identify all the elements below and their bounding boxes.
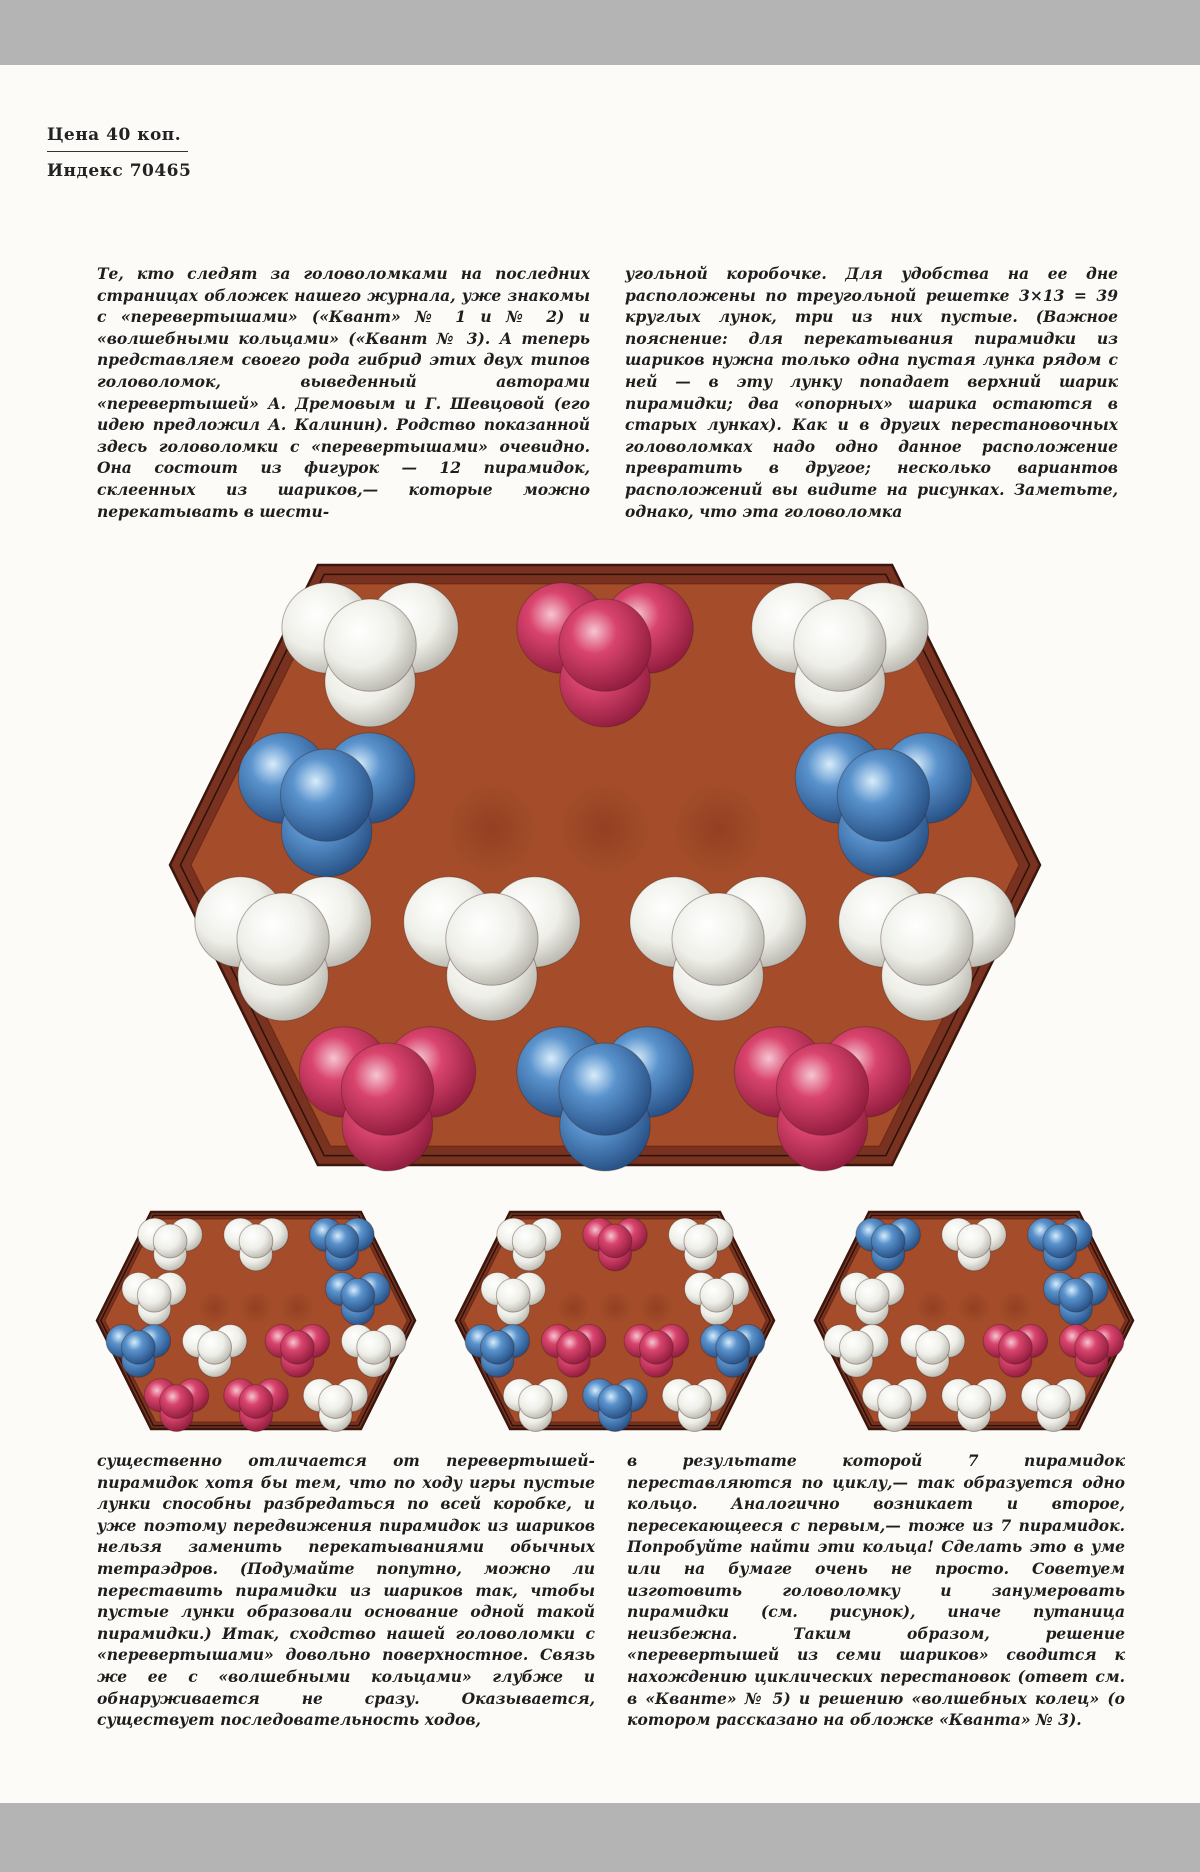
white-ball: [154, 1238, 187, 1271]
white-ball: [925, 877, 1015, 967]
white-ball: [700, 1278, 734, 1312]
white-ball: [1037, 1385, 1071, 1419]
white-ball: [838, 583, 928, 673]
blue-ball: [795, 733, 885, 823]
red-ball: [297, 1325, 330, 1358]
red-ball: [777, 1080, 867, 1170]
white-ball: [238, 930, 328, 1020]
box-rim: [819, 1215, 1129, 1425]
ball-pyramid: [685, 1272, 749, 1325]
white-ball: [856, 1292, 889, 1325]
red-ball: [1075, 1330, 1109, 1364]
empty-hole: [599, 1292, 630, 1323]
red-ball: [614, 1218, 647, 1251]
ball-pyramid: [1028, 1218, 1092, 1271]
white-ball: [716, 1272, 749, 1305]
blue-ball: [1043, 1224, 1077, 1258]
ball-pyramid: [862, 1379, 926, 1432]
index-label: Индекс 70465: [47, 161, 192, 181]
white-ball: [700, 1292, 733, 1325]
white-ball: [840, 1272, 873, 1305]
white-ball: [684, 1238, 717, 1271]
red-ball: [583, 1218, 616, 1251]
white-ball: [335, 1379, 368, 1412]
white-ball: [528, 1218, 561, 1251]
empty-hole: [199, 1292, 230, 1323]
red-ball: [557, 1330, 591, 1364]
red-ball: [299, 1027, 389, 1117]
white-ball: [513, 1238, 546, 1271]
ball-pyramid: [662, 1379, 726, 1432]
white-ball: [881, 893, 973, 985]
empty-hole: [917, 1292, 948, 1323]
red-ball: [598, 1238, 631, 1271]
blue-ball: [517, 1027, 607, 1117]
box-frame: [815, 1212, 1133, 1429]
white-ball: [669, 1218, 702, 1251]
white-ball: [324, 599, 416, 691]
ball-pyramid: [541, 1325, 605, 1378]
white-ball: [237, 893, 329, 985]
article-text-bottom-right: [627, 1450, 1125, 1731]
white-ball: [319, 1398, 352, 1431]
box-frame: [97, 1212, 415, 1429]
ball-pyramid: [856, 1218, 920, 1271]
white-ball: [957, 1224, 991, 1258]
white-ball: [319, 1385, 353, 1419]
ball-pyramid: [624, 1325, 688, 1378]
blue-ball: [560, 1080, 650, 1170]
white-ball: [198, 1344, 231, 1377]
price-label: Цена 40 коп.: [47, 125, 188, 152]
white-ball: [839, 877, 929, 967]
red-ball: [557, 1344, 590, 1377]
blue-ball: [138, 1325, 171, 1358]
red-ball: [639, 1330, 673, 1364]
blue-ball: [324, 733, 414, 823]
red-ball: [640, 1344, 673, 1377]
ball-pyramid: [144, 1379, 208, 1432]
white-ball: [281, 877, 371, 967]
red-ball: [517, 583, 607, 673]
empty-hole: [675, 786, 761, 872]
white-ball: [519, 1398, 552, 1431]
magazine-page: [0, 65, 1200, 1803]
white-ball: [404, 877, 494, 967]
ball-pyramid: [669, 1218, 733, 1271]
red-ball: [160, 1398, 193, 1431]
blue-ball: [881, 733, 971, 823]
ball-pyramid: [583, 1218, 647, 1271]
empty-hole: [282, 1292, 313, 1323]
box-floor: [464, 1219, 767, 1422]
paragraph: в результате которой 7 пирамидок переставляются по циклу,— так образуется одно кольцо. Аналогично возникает и второе, пересекающееся с первым,— тоже из 7 пирамидок. Попробуйте найти эти кольца! Сделать это в уме или на бумаге очень не просто. Советуем изготовить головоломку и занумеровать пирамидки (см. рисунок), иначе путаница неизбежна. Таким образом, решение «перевертышей из семи шариков» сводится к нахождению циклических перестановок (ответ см. в «Кванте» № 5) и решению «волшебных колец» (о котором рассказано на обложке «Кванта» № 3).: [627, 1451, 1125, 1730]
white-ball: [169, 1218, 202, 1251]
blue-ball: [121, 1330, 155, 1364]
white-ball: [839, 1330, 873, 1364]
empty-hole: [562, 786, 648, 872]
article-text-top-left: [97, 263, 590, 522]
white-ball: [673, 930, 763, 1020]
empty-hole: [641, 1292, 672, 1323]
white-ball: [840, 1344, 873, 1377]
white-ball: [341, 1325, 374, 1358]
red-ball: [342, 1080, 432, 1170]
white-ball: [1053, 1379, 1086, 1412]
red-ball: [541, 1325, 574, 1358]
white-ball: [512, 1272, 545, 1305]
ball-pyramid: [517, 1027, 693, 1171]
white-ball: [894, 1379, 927, 1412]
blue-ball: [1044, 1272, 1077, 1305]
ball-pyramid: [238, 733, 414, 877]
white-ball: [138, 1218, 171, 1251]
white-ball: [357, 1330, 391, 1364]
ball-pyramid: [700, 1325, 764, 1378]
red-ball: [144, 1379, 177, 1412]
empty-hole: [449, 786, 535, 872]
white-ball: [198, 1330, 232, 1364]
white-ball: [282, 583, 372, 673]
white-ball: [662, 1379, 695, 1412]
white-ball: [957, 1398, 990, 1431]
white-ball: [871, 1272, 904, 1305]
white-ball: [932, 1325, 965, 1358]
white-ball: [224, 1218, 257, 1251]
blue-ball: [341, 1218, 374, 1251]
box-rim: [460, 1215, 770, 1425]
blue-ball: [559, 1043, 651, 1135]
blue-ball: [341, 1292, 374, 1325]
white-ball: [512, 1224, 546, 1258]
viewer-bottom-bar: [0, 1803, 1200, 1872]
main-puzzle-box: [170, 565, 1040, 1171]
variant-puzzle-box-2: [456, 1212, 774, 1431]
box-floor: [105, 1219, 408, 1422]
box-floor: [823, 1219, 1126, 1422]
ball-pyramid: [122, 1272, 186, 1325]
ball-pyramid: [224, 1379, 288, 1432]
red-ball: [265, 1325, 298, 1358]
blue-ball: [872, 1238, 905, 1271]
white-ball: [153, 1224, 187, 1258]
blue-ball: [1059, 1218, 1092, 1251]
ball-pyramid: [583, 1379, 647, 1432]
white-ball: [957, 1385, 991, 1419]
white-ball: [255, 1218, 288, 1251]
red-ball: [598, 1224, 632, 1258]
box-rim: [180, 574, 1029, 1155]
box-floor: [191, 584, 1019, 1146]
ball-pyramid: [481, 1272, 545, 1325]
viewer-top-bar: [0, 0, 1200, 65]
blue-ball: [1028, 1218, 1061, 1251]
ball-pyramid: [630, 877, 806, 1021]
variant-puzzle-box-3: [815, 1212, 1133, 1431]
blue-ball: [310, 1218, 343, 1251]
white-ball: [239, 1238, 272, 1271]
blue-ball: [341, 1278, 375, 1312]
white-ball: [878, 1398, 911, 1431]
red-ball: [280, 1330, 314, 1364]
empty-hole: [240, 1292, 271, 1323]
white-ball: [182, 1325, 215, 1358]
white-ball: [447, 930, 537, 1020]
white-ball: [496, 1278, 530, 1312]
white-ball: [138, 1292, 171, 1325]
ball-pyramid: [310, 1218, 374, 1271]
ball-pyramid: [1021, 1379, 1085, 1432]
red-ball: [573, 1325, 606, 1358]
red-ball: [1059, 1325, 1092, 1358]
white-ball: [752, 583, 842, 673]
blue-ball: [732, 1325, 765, 1358]
blue-ball: [480, 1330, 514, 1364]
white-ball: [795, 636, 885, 726]
ball-pyramid: [517, 583, 693, 727]
red-ball: [656, 1325, 689, 1358]
blue-ball: [603, 1027, 693, 1117]
blue-ball: [838, 786, 928, 876]
blue-ball: [357, 1272, 390, 1305]
white-ball: [794, 599, 886, 691]
white-ball: [716, 877, 806, 967]
red-ball: [239, 1385, 273, 1419]
red-ball: [1091, 1325, 1124, 1358]
red-ball: [176, 1379, 209, 1412]
white-ball: [694, 1379, 727, 1412]
ball-pyramid: [795, 733, 971, 877]
white-ball: [942, 1218, 975, 1251]
white-ball: [916, 1330, 950, 1364]
empty-hole: [958, 1292, 989, 1323]
ball-pyramid: [900, 1325, 964, 1378]
white-ball: [916, 1344, 949, 1377]
white-ball: [490, 877, 580, 967]
white-ball: [942, 1379, 975, 1412]
white-ball: [1037, 1398, 1070, 1431]
ball-pyramid: [942, 1218, 1006, 1271]
ball-pyramid: [1044, 1272, 1108, 1325]
blue-ball: [325, 1224, 359, 1258]
white-ball: [973, 1218, 1006, 1251]
white-ball: [856, 1325, 889, 1358]
blue-ball: [326, 1272, 359, 1305]
white-ball: [855, 1278, 889, 1312]
ball-pyramid: [840, 1272, 904, 1325]
ball-pyramid: [326, 1272, 390, 1325]
blue-ball: [106, 1325, 139, 1358]
white-ball: [957, 1238, 990, 1271]
white-ball: [497, 1292, 530, 1325]
ball-pyramid: [224, 1218, 288, 1271]
blue-ball: [481, 1344, 514, 1377]
red-ball: [239, 1398, 272, 1431]
white-ball: [700, 1218, 733, 1251]
white-ball: [535, 1379, 568, 1412]
ball-pyramid: [303, 1379, 367, 1432]
paragraph: существенно отличается от перевертышей-пирамидок хотя бы тем, что по ходу игры пустые лунки способны разбредаться по всей коробке, и уже поэтому передвижения пирамидок из шариков нельзя заменить перекатываниями обычных тетраэдров. (Подумайте попутно, можно ли переставить пирамидки из шариков так, чтобы пустые лунки образовали основание одной такой пирамидки.) Итак, сходство нашей головоломки с «перевертышами» довольно поверхностное. Связь же ее с «волшебными кольцами» глубже и обнаруживается не сразу. Оказывается, существует последовательность ходов,: [97, 1451, 595, 1730]
blue-ball: [716, 1330, 750, 1364]
ball-pyramid: [824, 1325, 888, 1378]
red-ball: [998, 1330, 1032, 1364]
red-ball: [281, 1344, 314, 1377]
box-frame: [170, 565, 1040, 1165]
ball-pyramid: [299, 1027, 475, 1171]
red-ball: [341, 1043, 433, 1135]
white-ball: [239, 1224, 273, 1258]
ball-pyramid: [752, 583, 928, 727]
ball-pyramid: [265, 1325, 329, 1378]
white-ball: [446, 893, 538, 985]
blue-ball: [700, 1325, 733, 1358]
box-rim: [101, 1215, 411, 1425]
blue-ball: [1059, 1278, 1093, 1312]
blue-ball: [465, 1325, 498, 1358]
ball-pyramid: [839, 877, 1015, 1021]
paragraph: Те, кто следят за головоломками на последних страницах обложек нашего журнала, уже знакомы с «перевертышами» («Квант» № 1 и № 2) и «волшебными кольцами» («Квант № 3). А теперь представляем своего рода гибрид этих двух типов головоломок, выведенный авторами «перевертышей» А. Дремовым и Г. Шевцовой (его идею предложил А. Калинин). Родство показанной здесь головоломки с «перевертышами» очевидно. Она состоит из фигурок — 12 пирамидок, склеенных из шариков,— которые можно перекатывать в шести-: [97, 264, 590, 521]
white-ball: [862, 1379, 895, 1412]
ball-pyramid: [106, 1325, 170, 1378]
white-ball: [137, 1278, 171, 1312]
red-ball: [255, 1379, 288, 1412]
ball-pyramid: [1059, 1325, 1123, 1378]
white-ball: [122, 1272, 155, 1305]
blue-ball: [1075, 1272, 1108, 1305]
white-ball: [878, 1385, 912, 1419]
ball-pyramid: [497, 1218, 561, 1271]
ball-pyramid: [734, 1027, 910, 1171]
ball-pyramid: [942, 1379, 1006, 1432]
blue-ball: [238, 733, 328, 823]
white-ball: [503, 1379, 536, 1412]
ball-pyramid: [282, 583, 458, 727]
white-ball: [882, 930, 972, 1020]
white-ball: [481, 1272, 514, 1305]
blue-ball: [583, 1379, 616, 1412]
article-text-top-right: [625, 263, 1118, 522]
white-ball: [685, 1272, 718, 1305]
red-ball: [624, 1325, 657, 1358]
blue-ball: [716, 1344, 749, 1377]
white-ball: [1021, 1379, 1054, 1412]
blue-ball: [887, 1218, 920, 1251]
white-ball: [497, 1218, 530, 1251]
blue-ball: [598, 1398, 631, 1431]
white-ball: [900, 1325, 933, 1358]
red-ball: [1075, 1344, 1108, 1377]
red-ball: [224, 1379, 257, 1412]
ball-pyramid: [138, 1218, 202, 1271]
blue-ball: [1043, 1238, 1076, 1271]
red-ball: [160, 1385, 194, 1419]
white-ball: [973, 1379, 1006, 1412]
ball-pyramid: [341, 1325, 405, 1378]
paragraph: угольной коробочке. Для удобства на ее дне расположены по треугольной решетке 3×13 = 39 круглых лунок, три из них пустые. (Важное пояснение: для перекатывания пирамидки из шариков нужна только одна пустая лунка рядом с ней — в эту лунку попадает верхний шарик пирамидки; два «опорных» шарика остаются в старых лунках). Как и в других перестановочных головоломках надо одно данное расположение превратить в другое; несколько вариантов расположений вы видите на рисунках. Заметьте, однако, что эта головоломка: [625, 264, 1118, 521]
white-ball: [214, 1325, 247, 1358]
white-ball: [519, 1385, 553, 1419]
ball-pyramid: [195, 877, 371, 1021]
red-ball: [734, 1027, 824, 1117]
red-ball: [560, 636, 650, 726]
box-frame: [456, 1212, 774, 1429]
ball-pyramid: [503, 1379, 567, 1432]
blue-ball: [122, 1344, 155, 1377]
blue-ball: [325, 1238, 358, 1271]
red-ball: [603, 583, 693, 673]
white-ball: [672, 893, 764, 985]
red-ball: [999, 1344, 1032, 1377]
red-ball: [1015, 1325, 1048, 1358]
white-ball: [684, 1224, 718, 1258]
white-ball: [678, 1398, 711, 1431]
blue-ball: [871, 1224, 905, 1258]
white-ball: [373, 1325, 406, 1358]
ball-pyramid: [983, 1325, 1047, 1378]
white-ball: [678, 1385, 712, 1419]
white-ball: [368, 583, 458, 673]
white-ball: [325, 636, 415, 726]
empty-hole: [1000, 1292, 1031, 1323]
red-ball: [776, 1043, 868, 1135]
ball-pyramid: [182, 1325, 246, 1378]
white-ball: [303, 1379, 336, 1412]
white-ball: [630, 877, 720, 967]
red-ball: [559, 599, 651, 691]
red-ball: [820, 1027, 910, 1117]
blue-ball: [837, 749, 929, 841]
blue-ball: [856, 1218, 889, 1251]
red-ball: [983, 1325, 1016, 1358]
empty-hole: [558, 1292, 589, 1323]
blue-ball: [598, 1385, 632, 1419]
blue-ball: [280, 749, 372, 841]
ball-pyramid: [465, 1325, 529, 1378]
blue-ball: [497, 1325, 530, 1358]
ball-pyramid: [404, 877, 580, 1021]
white-ball: [153, 1272, 186, 1305]
blue-ball: [614, 1379, 647, 1412]
red-ball: [385, 1027, 475, 1117]
white-ball: [357, 1344, 390, 1377]
article-text-bottom-left: [97, 1450, 595, 1731]
white-ball: [824, 1325, 857, 1358]
blue-ball: [1059, 1292, 1092, 1325]
white-ball: [195, 877, 285, 967]
blue-ball: [281, 786, 371, 876]
variant-puzzle-box-1: [97, 1212, 415, 1431]
